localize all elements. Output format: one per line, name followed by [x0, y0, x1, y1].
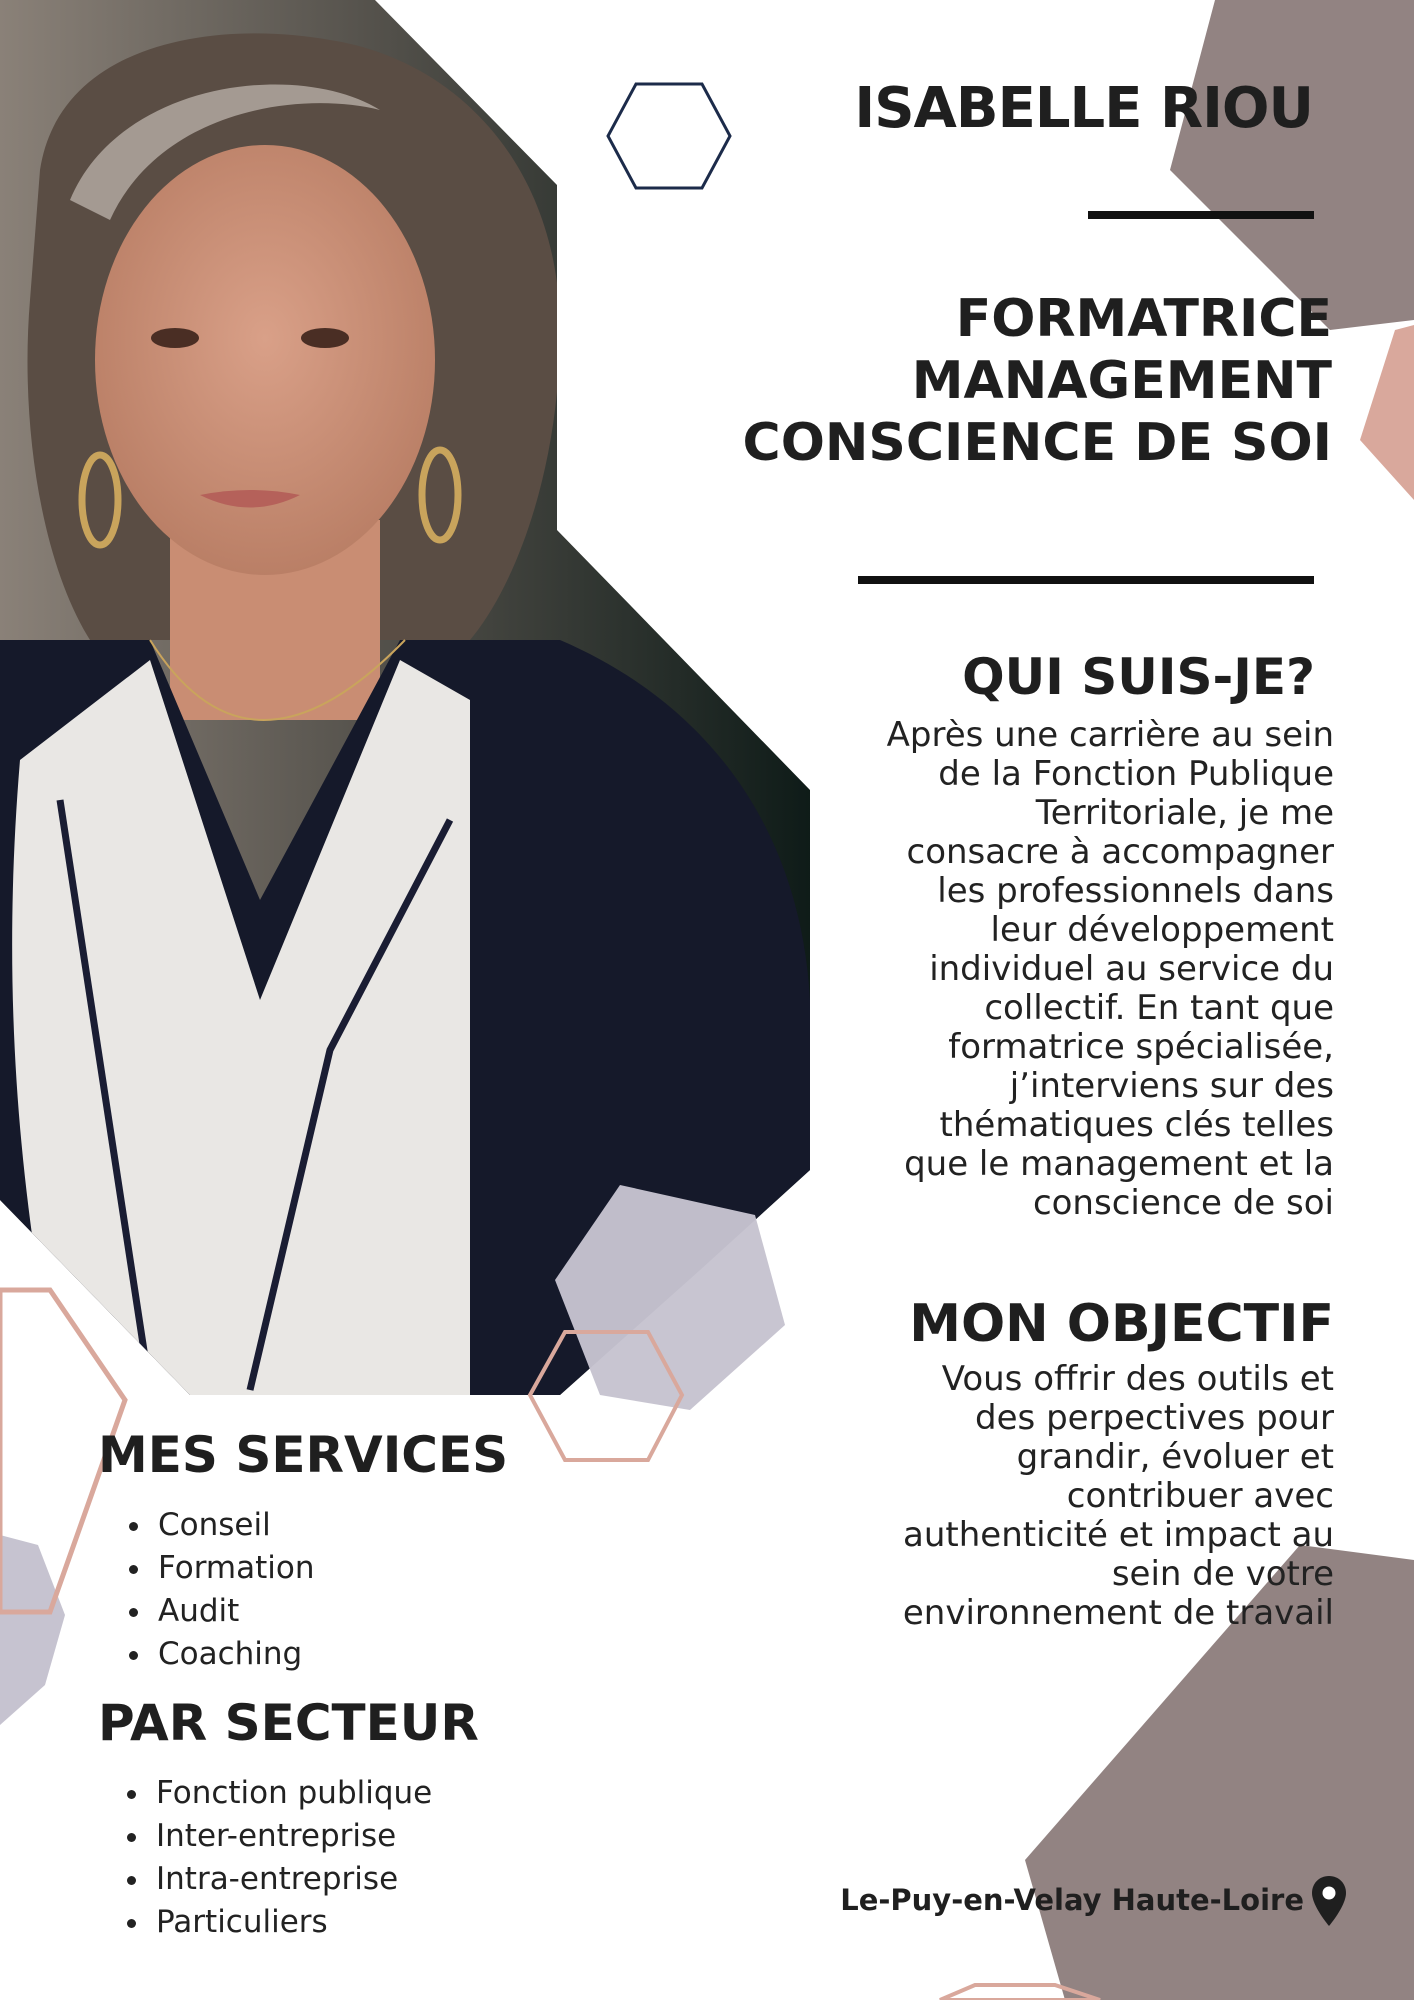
list-item: • Particuliers	[152, 1901, 432, 1944]
map-pin-icon	[1310, 1874, 1348, 1928]
objective-line: sein de votre	[1111, 1554, 1334, 1594]
objective-line: des perpectives pour	[975, 1398, 1334, 1438]
role-line: CONSCIENCE DE SOI	[742, 413, 1332, 473]
about-line: formatrice spécialisée,	[948, 1027, 1334, 1067]
services-heading: MES SERVICES	[98, 1426, 509, 1484]
about-line: de la Fonction Publique	[938, 754, 1334, 794]
objective-text	[794, 1360, 1334, 1633]
list-item: • Conseil	[154, 1504, 314, 1547]
list-item: • Formation	[154, 1547, 314, 1590]
objective-line: Vous offrir des outils et	[941, 1359, 1334, 1399]
about-line: individuel au service du	[929, 949, 1334, 989]
role-line: MANAGEMENT	[911, 351, 1332, 411]
divider-top	[1088, 211, 1314, 219]
about-line: les professionnels dans	[937, 871, 1334, 911]
about-line: Après une carrière au sein	[886, 715, 1334, 755]
sectors-heading: PAR SECTEUR	[98, 1694, 479, 1752]
list-item: • Coaching	[154, 1633, 314, 1676]
list-item: • Inter-entreprise	[152, 1815, 432, 1858]
list-item: • Intra-entreprise	[152, 1858, 432, 1901]
about-heading: QUI SUIS-JE?	[962, 648, 1315, 706]
divider-middle	[858, 576, 1314, 584]
objective-line: authenticité et impact au	[903, 1515, 1334, 1555]
person-name: ISABELLE RIOU	[854, 76, 1313, 141]
about-line: thématiques clés telles	[939, 1105, 1334, 1145]
about-line: j’interviens sur des	[1009, 1066, 1334, 1106]
role-title	[712, 288, 1332, 474]
location-text: Le-Puy-en-Velay Haute-Loire	[840, 1883, 1304, 1917]
about-line: Territoriale, je me	[1035, 793, 1334, 833]
about-line: conscience de soi	[1032, 1183, 1334, 1223]
about-text	[794, 716, 1334, 1223]
sectors-list	[102, 1772, 432, 1944]
role-line: FORMATRICE	[955, 289, 1332, 349]
services-list	[104, 1504, 314, 1676]
list-item: • Fonction publique	[152, 1772, 432, 1815]
about-line: consacre à accompagner	[906, 832, 1334, 872]
list-item: • Audit	[154, 1590, 314, 1633]
objective-line: environnement de travail	[902, 1593, 1334, 1633]
about-line: collectif. En tant que	[984, 988, 1334, 1028]
about-line: leur développement	[990, 910, 1334, 950]
objective-line: grandir, évoluer et	[1016, 1437, 1334, 1477]
objective-line: contribuer avec	[1066, 1476, 1334, 1516]
about-line: que le management et la	[904, 1144, 1334, 1184]
objective-heading: MON OBJECTIF	[909, 1294, 1334, 1354]
